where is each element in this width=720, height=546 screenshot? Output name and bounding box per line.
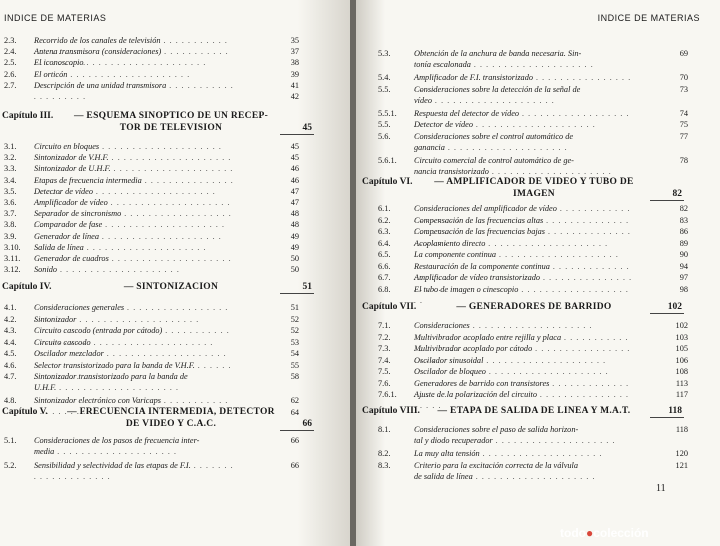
chapter-label: Capítulo IV. [2, 282, 52, 292]
entry-title: El tubo de imagen o cinescopio . . . [414, 284, 634, 306]
entry-page: 82 [679, 204, 688, 213]
entry-page: 120 [675, 449, 688, 458]
entry-title: Circuito cascodo (entrada por cátodo) . . . [34, 325, 234, 347]
entry-number: 2.3. [4, 36, 17, 45]
entry-title: El iconoscopio . . . [34, 57, 234, 68]
entry-title: Consideraciones de los pasos de frecuencia inter- media . . . [34, 435, 234, 457]
entry-title: Multivibrador acoplado entre rejilla y placa . . . [414, 332, 634, 354]
entry-title: Obtención de la anchura de banda necesaria. Sin- tonía escalonada . . . [414, 48, 634, 70]
entry-number: 5.3. [378, 49, 391, 58]
entry-number: 6.7. [378, 273, 391, 282]
entry-page: 121 [675, 460, 688, 470]
chapter-page: 118 [668, 406, 682, 416]
entry-page: 45 [290, 153, 299, 163]
entry-number: 5.6. [378, 131, 391, 141]
entry-number: 6.8. [378, 284, 391, 294]
entry-number: 6.2. [378, 215, 391, 225]
chapter-label: Capítulo V. [2, 407, 48, 417]
entry-title: El orticón . . . [34, 69, 234, 80]
entry-number: 3.9. [4, 231, 17, 241]
entry-title: Consideraciones sobre el control automático de ganancia . . . [414, 131, 634, 153]
entry-page: 83 [679, 215, 688, 225]
entry-page: 106 [675, 355, 688, 365]
entry-page: 98 [679, 284, 688, 294]
entry-number: 7.1. [378, 321, 391, 330]
entry-number: 4.7. [4, 372, 17, 381]
entry-page: 58 [290, 372, 299, 381]
entry-title: Sintonizador transistorizado para la banda de U.H.F. . . . [34, 371, 234, 393]
entry-page: 62 [290, 396, 299, 405]
entry-page: 86 [679, 227, 688, 236]
site-watermark: todo●colección [560, 526, 649, 540]
entry-title: Amplificador de vídeo transistorizado . . . [414, 272, 634, 294]
entry-page: 108 [675, 367, 688, 376]
entry-title: Sintonizador de V.H.F. . . . [34, 152, 234, 163]
entry-number: 5.4. [378, 73, 391, 82]
entry-page: 69 [679, 49, 688, 58]
entry-number: 4.1. [4, 303, 17, 312]
page-header: INDICE DE MATERIAS [4, 13, 107, 23]
entry-title: Oscilador mezclador . . . [34, 348, 234, 359]
entry-page: 105 [675, 344, 688, 353]
entry-page: 52 [290, 314, 299, 324]
entry-title: Salida de línea . . . [34, 242, 234, 253]
chapter-rule [280, 293, 314, 294]
chapter-rule [650, 417, 684, 418]
entry-page: 50 [290, 265, 299, 275]
entry-number: 3.10. [4, 242, 21, 252]
entry-number: 3.12. [4, 265, 21, 275]
entry-page: 103 [675, 332, 688, 342]
chapter-label: Capítulo VIII. [362, 406, 420, 416]
entry-title: Generador de cuadros . . . [34, 253, 234, 264]
entry-title: Amplificador de vídeo . . . [34, 197, 234, 208]
chapter-title: — ESQUEMA SINOPTICO DE UN RECEP- TOR DE TELEVISION [73, 111, 269, 133]
entry-title: Consideraciones generales . . . [34, 302, 234, 324]
entry-number: 3.1. [4, 142, 17, 151]
entry-number: 3.11. [4, 254, 21, 263]
entry-number: 3.7. [4, 209, 17, 219]
entry-title: Respuesta del detector de vídeo . . . [414, 108, 634, 130]
entry-title: Comparador de fase . . . [34, 219, 234, 230]
entry-page: 38 [290, 58, 299, 68]
entry-number: 5.5.1. [378, 108, 397, 118]
entry-page: 89 [679, 238, 688, 248]
chapter-title: — SINTONIZACION [123, 282, 219, 292]
entry-number: 7.6. [378, 378, 391, 388]
chapter-rule [280, 134, 314, 135]
entry-number: 4.4. [4, 337, 17, 347]
chapter-rule [280, 430, 314, 431]
entry-page: 78 [679, 155, 688, 165]
chapter-page: 66 [302, 419, 312, 429]
chapter-title: — FRECUENCIA INTERMEDIA, DETECTOR DE VIDEO Y C.A.C. [67, 407, 275, 429]
entry-title: La muy alta tensión . . . [414, 448, 634, 459]
left-page [0, 0, 350, 546]
entry-title: Restauración de la componente continua . . . [414, 261, 634, 283]
entry-number: 6.1. [378, 204, 391, 213]
entry-title: Circuito en bloques . . . [34, 141, 234, 152]
entry-number: 6.5. [378, 250, 391, 259]
chapter-rule [650, 313, 684, 314]
entry-page: 53 [290, 337, 299, 347]
entry-title: Sintonizador . . . [34, 314, 234, 325]
entry-title: Amplificador de F.I. transistorizado . . . [414, 72, 634, 94]
entry-page: 49 [290, 231, 299, 241]
entry-number: 5.5. [378, 120, 391, 129]
chapter-label: Capítulo VII. [362, 302, 417, 312]
entry-page: 73 [679, 84, 688, 94]
entry-title: Sonido . . . [34, 264, 234, 275]
entry-title: Criterio para la excitación correcta de la válvula de salida de línea . . . [414, 460, 634, 482]
entry-title: Multivibrador acoplado por cátodo . . . [414, 343, 634, 365]
entry-title: Compensación de las frecuencias altas . . . [414, 215, 634, 237]
entry-number: 7.6.1. [378, 390, 397, 399]
entry-number: 8.3. [378, 460, 391, 470]
entry-page: 55 [290, 360, 299, 370]
chapter-label: Capítulo III. [2, 111, 54, 121]
chapter-rule [650, 200, 684, 201]
entry-number: 2.7. [4, 80, 17, 90]
entry-page: 48 [290, 209, 299, 219]
entry-page: 77 [679, 131, 688, 141]
entry-number: 5.1. [4, 436, 17, 445]
entry-number: 4.2. [4, 314, 17, 324]
entry-number: 2.6. [4, 69, 17, 79]
entry-page: 52 [290, 326, 299, 335]
entry-title: La componente continua . . . [414, 249, 634, 260]
entry-title: Consideraciones sobre el paso de salida horizon- tal y diodo recuperador . . . [414, 424, 634, 446]
entry-title: Etapas de frecuencia intermedia . . . [34, 175, 234, 197]
entry-number: 7.5. [378, 367, 391, 376]
entry-title: Generador de línea . . . [34, 231, 234, 242]
entry-number: 3.5. [4, 186, 17, 196]
entry-number: 2.5. [4, 58, 17, 68]
entry-title: Sintonizador de U.H.F. . . . [34, 163, 234, 174]
entry-number: 5.2. [4, 461, 17, 470]
entry-title: Recorrido de los canales de televisión . . . [34, 35, 234, 57]
entry-number: 8.2. [378, 449, 391, 458]
entry-number: 7.3. [378, 344, 391, 353]
entry-title: Oscilador sinusoidal . . . [414, 355, 634, 366]
chapter-page: 51 [302, 282, 312, 292]
chapter-title: — GENERADORES DE BARRIDO [456, 302, 612, 312]
entry-page: 66 [290, 436, 299, 445]
entry-title: Detector de vídeo . . . [34, 186, 234, 197]
entry-title: Separador de sincronismo . . . [34, 208, 234, 230]
entry-page: 48 [290, 220, 299, 230]
chapter-title: — AMPLIFICADOR DE VIDEO Y TUBO DE IMAGEN [434, 177, 634, 199]
entry-title: Consideraciones . . . [414, 320, 634, 331]
entry-number: 5.6.1. [378, 155, 397, 165]
entry-page: 45 [290, 142, 299, 151]
entry-page: 90 [679, 250, 688, 259]
entry-number: 4.5. [4, 349, 17, 358]
entry-title: Generadores de barrido con transistores . . . [414, 378, 634, 400]
chapter-page: 102 [667, 302, 682, 312]
chapter-page: 45 [302, 123, 312, 133]
entry-title: Antena transmisora (consideraciones) . . . [34, 46, 234, 68]
entry-page: 113 [675, 378, 688, 388]
entry-page: 37 [290, 47, 299, 57]
entry-page: 97 [679, 273, 688, 282]
entry-title: Circuito comercial de control automático de ge- nancia transistorizado . . . [414, 155, 634, 177]
entry-page: 49 [290, 242, 299, 252]
entry-number: 4.3. [4, 326, 17, 335]
chapter-page: 82 [672, 189, 682, 199]
entry-page: 41 [290, 80, 299, 90]
entry-number: 6.3. [378, 227, 391, 236]
entry-number: 6.4. [378, 238, 391, 248]
entry-page: 117 [675, 390, 688, 399]
entry-page: 42 [290, 92, 299, 101]
entry-title: Sensibilidad y selectividad de las etapas de F.I. . . . [34, 460, 234, 482]
entry-page: 118 [675, 425, 688, 434]
entry-number: 3.8. [4, 220, 17, 230]
entry-page: 35 [290, 36, 299, 45]
entry-number: 3.4. [4, 175, 17, 185]
entry-page: 54 [290, 349, 299, 358]
entry-number: 2.4. [4, 47, 17, 57]
entry-page: 66 [290, 461, 299, 470]
entry-number: 7.4. [378, 355, 391, 365]
page-header: INDICE DE MATERIAS [597, 13, 700, 23]
entry-number: 7.2. [378, 332, 391, 342]
entry-page: 47 [290, 198, 299, 207]
entry-title: Selector transistorizado para la banda de V.H.F. . . . [34, 360, 234, 382]
page-number: 11 [656, 483, 666, 494]
entry-page: 70 [679, 73, 688, 82]
entry-title: Circuito cascodo . . . [34, 337, 234, 348]
entry-number: 3.6. [4, 198, 17, 207]
chapter-title: — ETAPA DE SALIDA DE LINEA Y M.A.T. [437, 406, 631, 416]
entry-page: 94 [679, 261, 688, 271]
entry-title: Oscilador de bloqueo . . . [414, 366, 634, 377]
entry-page: 50 [290, 254, 299, 263]
entry-page: 102 [675, 321, 688, 330]
entry-page: 64 [290, 407, 299, 417]
entry-page: 47 [290, 186, 299, 196]
entry-title: Detector de vídeo . . . [414, 119, 634, 130]
entry-page: 46 [290, 175, 299, 185]
entry-number: 6.6. [378, 261, 391, 271]
entry-title: Compensación de las frecuencias bajas . . . [414, 226, 634, 248]
entry-page: 74 [679, 108, 688, 118]
chapter-label: Capítulo VI. [362, 177, 413, 187]
entry-title: Ajuste de la polarización del circuito . . . [414, 389, 634, 411]
entry-page: 75 [679, 120, 688, 129]
entry-title: Descripción de una unidad transmisora . . . [34, 80, 234, 102]
watermark-dot-icon: ● [586, 526, 594, 540]
entry-number: 4.8. [4, 396, 17, 405]
entry-title: Consideraciones del amplificador de vídeo . . . [414, 203, 634, 225]
entry-page: 51 [290, 303, 299, 312]
entry-page: 39 [290, 69, 299, 79]
entry-title: Acoplamiento directo . . . [414, 238, 634, 249]
entry-number: 3.2. [4, 153, 17, 163]
entry-title: Consideraciones sobre la detección de la señal de vídeo . . . [414, 84, 634, 106]
entry-number: 3.3. [4, 164, 17, 174]
entry-page: 46 [290, 164, 299, 174]
entry-title: Sintonizador electrónico con Varicaps . . . [34, 395, 234, 417]
right-page [356, 0, 720, 546]
entry-number: 4.6. [4, 360, 17, 370]
entry-number: 8.1. [378, 425, 391, 434]
entry-number: 5.5. [378, 84, 391, 94]
